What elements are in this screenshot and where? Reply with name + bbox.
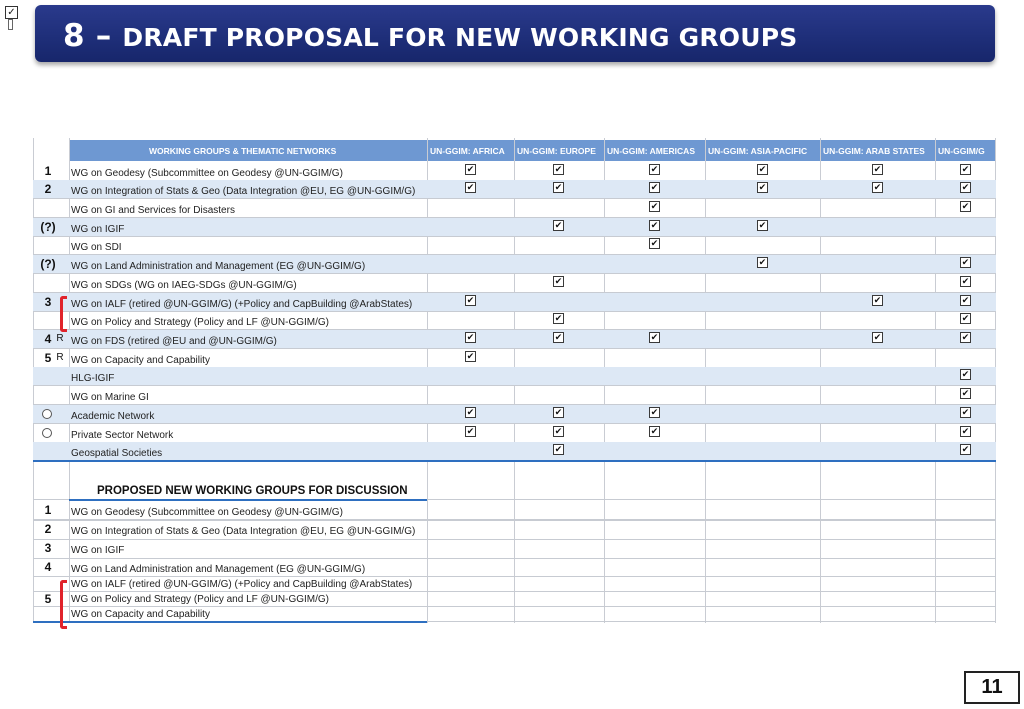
radio-option[interactable] <box>42 409 52 419</box>
checkbox-checked[interactable]: ✔ <box>554 426 563 436</box>
table-row <box>33 330 996 349</box>
retired-flag: R <box>56 352 64 363</box>
table-row <box>33 162 996 181</box>
proposed-row <box>33 559 996 577</box>
checkbox-checked[interactable]: ✔ <box>554 164 563 174</box>
table-row <box>33 255 996 274</box>
checkbox-checked[interactable]: ✔ <box>961 388 970 398</box>
spacer-row <box>33 480 996 500</box>
working-group-label: Geospatial Societies <box>71 448 163 459</box>
checkbox-checked[interactable]: ✔ <box>466 164 475 174</box>
checkbox-checked[interactable]: ✔ <box>961 369 970 379</box>
group-bracket <box>60 580 67 629</box>
proposed-label: WG on Integration of Stats & Geo (Data Integration @EU, EG @UN-GGIM/G) <box>71 526 416 537</box>
proposed-row <box>33 502 996 521</box>
checkbox-checked[interactable]: ✔ <box>554 276 563 286</box>
proposed-label: WG on IGIF <box>71 545 125 556</box>
checkbox-checked[interactable]: ✔ <box>873 164 882 174</box>
title-banner <box>35 5 995 62</box>
checkbox-checked[interactable]: ✔ <box>961 313 970 323</box>
table-row <box>33 349 996 368</box>
checkbox-checked[interactable]: ✔ <box>466 407 475 417</box>
proposed-label: WG on Capacity and Capability <box>71 609 210 620</box>
checkbox-checked[interactable]: ✔ <box>961 276 970 286</box>
checkbox-checked[interactable]: ✔ <box>466 182 475 192</box>
checkbox-checked[interactable]: ✔ <box>554 220 563 230</box>
checkbox-checked[interactable]: ✔ <box>961 332 970 342</box>
checkbox-checked[interactable]: ✔ <box>650 238 659 248</box>
working-group-label: Private Sector Network <box>71 430 174 441</box>
checkbox-checked[interactable]: ✔ <box>650 407 659 417</box>
checkbox-checked[interactable]: ✔ <box>466 332 475 342</box>
proposed-row <box>33 577 996 592</box>
table-row <box>33 405 996 424</box>
table-row <box>33 180 996 199</box>
table-row <box>33 274 996 293</box>
table-header-row <box>69 140 996 161</box>
working-groups-table <box>33 138 996 623</box>
checkbox-checked[interactable]: ✔ <box>466 351 475 361</box>
working-group-label: WG on SDGs (WG on IAEG-SDGs @UN-GGIM/G) <box>71 280 297 291</box>
checkbox-checked[interactable]: ✔ <box>554 182 563 192</box>
column-header: UN-GGIM/G <box>938 146 985 156</box>
proposed-underline <box>69 499 427 501</box>
title-number: 8 – <box>63 18 112 54</box>
checkbox-checked[interactable]: ✔ <box>961 295 970 305</box>
table-row <box>33 442 996 461</box>
proposed-label: WG on Land Administration and Management (EG @UN-GGIM/G) <box>71 564 366 575</box>
proposed-title: PROPOSED NEW WORKING GROUPS FOR DISCUSSION <box>97 485 408 497</box>
section-divider <box>33 460 996 462</box>
row-number: 5 <box>44 351 52 365</box>
checkbox-checked[interactable]: ✔ <box>554 332 563 342</box>
working-group-label: Academic Network <box>71 411 155 422</box>
page-number: 11 <box>964 671 1020 704</box>
checkbox-checked[interactable]: ✔ <box>961 407 970 417</box>
row-number: 4 <box>44 332 52 346</box>
proposed-number: 5 <box>44 592 52 606</box>
corner-checkbox[interactable]: ✓ <box>5 6 18 19</box>
checkbox-checked[interactable]: ✔ <box>873 295 882 305</box>
column-header: UN-GGIM: ASIA-PACIFIC <box>708 146 808 156</box>
checkbox-checked[interactable]: ✔ <box>650 164 659 174</box>
table-row <box>33 218 996 237</box>
retired-flag: R <box>56 333 64 344</box>
proposed-row <box>33 607 996 622</box>
checkbox-checked[interactable]: ✔ <box>873 182 882 192</box>
checkbox-checked[interactable]: ✔ <box>758 257 767 267</box>
working-group-label: WG on IALF (retired @UN-GGIM/G) (+Policy and CapBuilding @ArabStates) <box>71 299 413 310</box>
working-group-label: HLG-IGIF <box>71 373 115 384</box>
proposed-row <box>33 521 996 540</box>
checkbox-checked[interactable]: ✔ <box>650 426 659 436</box>
proposed-label: WG on Policy and Strategy (Policy and LF @UN-GGIM/G) <box>71 594 330 605</box>
working-group-label: WG on Capacity and Capability <box>71 355 210 366</box>
checkbox-checked[interactable]: ✔ <box>554 444 563 454</box>
title-text: DRAFT PROPOSAL FOR NEW WORKING GROUPS <box>122 23 798 52</box>
row-number: 3 <box>44 295 52 309</box>
checkbox-checked[interactable]: ✔ <box>650 201 659 211</box>
header-label: WORKING GROUPS & THEMATIC NETWORKS <box>149 146 337 156</box>
table-row <box>33 367 996 386</box>
table-bottom-line <box>33 621 427 623</box>
table-row <box>33 424 996 443</box>
working-group-label: WG on IGIF <box>71 224 125 235</box>
proposed-number: 4 <box>44 560 52 574</box>
working-group-label: WG on FDS (retired @EU and @UN-GGIM/G) <box>71 336 277 347</box>
table-row <box>33 311 996 330</box>
working-group-label: WG on SDI <box>71 242 122 253</box>
proposed-row <box>33 592 996 607</box>
group-bracket <box>60 296 67 332</box>
working-group-label: WG on GI and Services for Disasters <box>71 205 235 216</box>
checkbox-checked[interactable]: ✔ <box>650 220 659 230</box>
corner-marker <box>8 19 13 30</box>
column-header: UN-GGIM: ARAB STATES <box>823 146 925 156</box>
column-header: UN-GGIM: AMERICAS <box>607 146 695 156</box>
proposed-label: WG on Geodesy (Subcommittee on Geodesy @UN-GGIM/G) <box>71 507 343 518</box>
checkbox-checked[interactable]: ✔ <box>466 295 475 305</box>
checkbox-checked[interactable]: ✔ <box>554 313 563 323</box>
radio-option[interactable] <box>42 428 52 438</box>
proposed-number: 2 <box>44 522 52 536</box>
page-title <box>63 18 797 54</box>
working-group-label: WG on Geodesy (Subcommittee on Geodesy @UN-GGIM/G) <box>71 168 343 179</box>
table-row <box>33 293 996 312</box>
row-number: 2 <box>44 182 52 196</box>
checkbox-checked[interactable]: ✔ <box>873 332 882 342</box>
proposed-label: WG on IALF (retired @UN-GGIM/G) (+Policy and CapBuilding @ArabStates) <box>71 579 413 590</box>
table-row <box>33 236 996 255</box>
row-number: (?) <box>40 257 56 271</box>
checkbox-checked[interactable]: ✔ <box>961 182 970 192</box>
column-header: UN-GGIM: EUROPE <box>517 146 596 156</box>
table-row <box>33 386 996 405</box>
checkbox-checked[interactable]: ✔ <box>961 257 970 267</box>
checkbox-checked[interactable]: ✔ <box>961 444 970 454</box>
proposed-number: 3 <box>44 541 52 555</box>
working-group-label: WG on Integration of Stats & Geo (Data Integration @EU, EG @UN-GGIM/G) <box>71 186 416 197</box>
working-group-label: WG on Policy and Strategy (Policy and LF @UN-GGIM/G) <box>71 317 330 328</box>
table-row <box>33 199 996 218</box>
checkbox-checked[interactable]: ✔ <box>961 164 970 174</box>
checkbox-checked[interactable]: ✔ <box>961 201 970 211</box>
proposed-number: 1 <box>44 503 52 517</box>
checkbox-checked[interactable]: ✔ <box>758 164 767 174</box>
column-header: UN-GGIM: AFRICA <box>430 146 505 156</box>
checkbox-checked[interactable]: ✔ <box>758 182 767 192</box>
checkbox-checked[interactable]: ✔ <box>466 426 475 436</box>
checkbox-checked[interactable]: ✔ <box>758 220 767 230</box>
checkbox-checked[interactable]: ✔ <box>554 407 563 417</box>
proposed-row <box>33 540 996 559</box>
working-group-label: WG on Marine GI <box>71 392 149 403</box>
row-number: 1 <box>44 164 52 178</box>
checkbox-checked[interactable]: ✔ <box>961 426 970 436</box>
checkbox-checked[interactable]: ✔ <box>650 332 659 342</box>
checkbox-checked[interactable]: ✔ <box>650 182 659 192</box>
working-group-label: WG on Land Administration and Management (EG @UN-GGIM/G) <box>71 261 366 272</box>
row-number: (?) <box>40 220 56 234</box>
